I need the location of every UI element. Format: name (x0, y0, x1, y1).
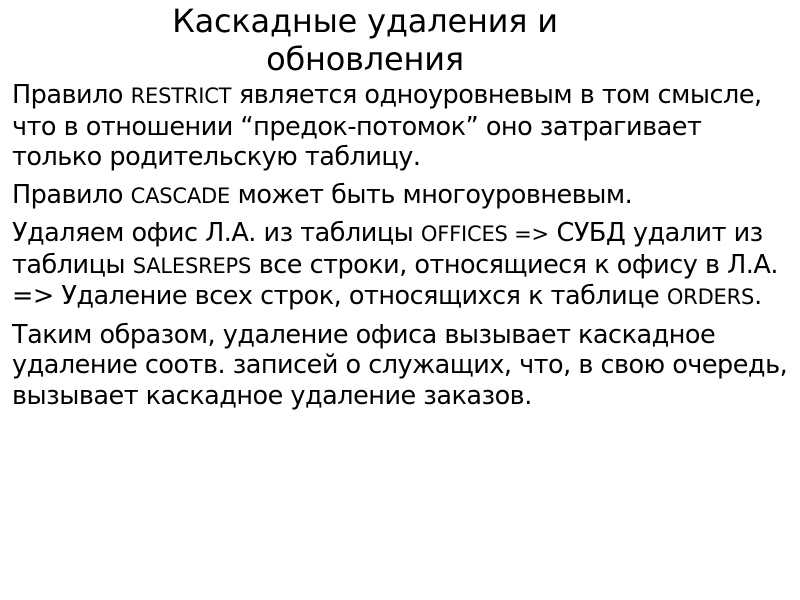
text-run: . (754, 281, 762, 311)
text-run: является одноуровневым в том смысле, что в отношении “предок-потомок” оно затрагивает только родительскую таблицу. (12, 80, 762, 172)
keyword-cascade: CASCADE (130, 183, 231, 208)
text-run: Правило (12, 80, 131, 110)
paragraph-conclusion (12, 320, 798, 412)
keyword-salesreps: SALESREPS (132, 253, 252, 278)
paragraph-example (12, 218, 798, 313)
text-run: Удаляем офис Л.А. из таблицы (12, 218, 421, 248)
text-run: Правило (12, 179, 131, 210)
keyword-offices: OFFICES => (420, 222, 549, 246)
paragraph-cascade (12, 180, 798, 212)
text-run: все строки, относящиеся к офису в Л.А. => Удаление всех строк, относящихся к таблице (12, 249, 778, 311)
text-run: может быть многоуровневым. (230, 179, 633, 210)
text-run: Таким образом, удаление офиса вызывает каскадное удаление соотв. записей о служащих, что, в свою очередь, вызывает каскадное удаление заказов. (12, 319, 788, 411)
text-run: СУБД удалит из таблицы (12, 218, 763, 280)
slide-body (12, 80, 798, 418)
keyword-orders: ORDERS (666, 285, 755, 309)
keyword-restrict: RESTRICT (130, 84, 232, 108)
slide-title: Каскадные удаления и обновления (172, 2, 558, 78)
paragraph-restrict (12, 80, 798, 173)
